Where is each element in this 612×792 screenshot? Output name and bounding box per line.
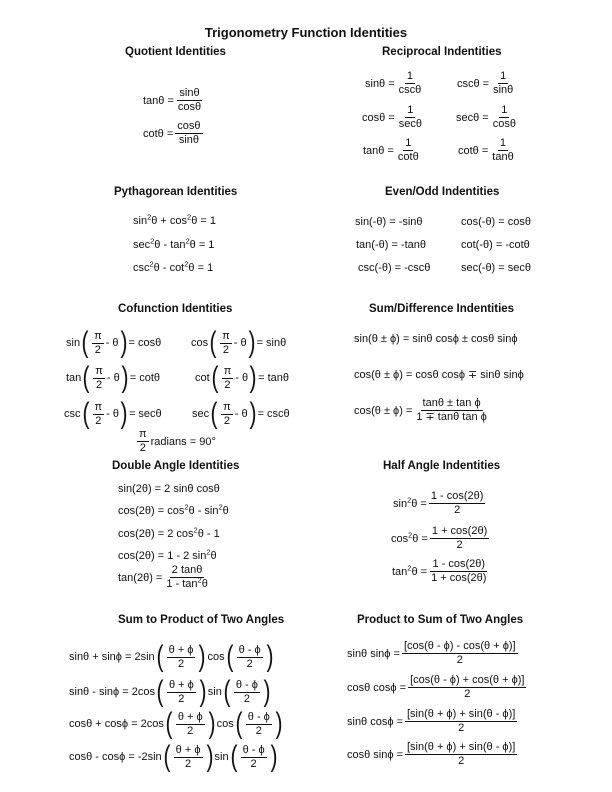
product-to-sum-row <box>347 708 519 735</box>
minus-theta: - θ <box>234 408 248 420</box>
numerator: θ - ϕ <box>242 743 265 756</box>
fraction <box>405 741 517 768</box>
numerator: 1 <box>407 104 414 116</box>
heading-evenodd: Even/Odd Indentities <box>385 186 500 198</box>
minus-theta: - θ <box>106 408 119 420</box>
left-paren: ( <box>223 675 231 708</box>
function-name: csc <box>64 408 81 420</box>
right-paren: ) <box>266 640 274 673</box>
heading-double: Double Angle Identities <box>112 460 240 472</box>
numerator: π <box>94 400 103 413</box>
numerator: π <box>223 364 232 377</box>
cofunction-item <box>195 363 289 393</box>
denominator: 2 <box>255 724 262 737</box>
numerator: tanθ ± tan ϕ <box>422 397 481 409</box>
text: θ - sin <box>188 505 219 517</box>
text: sec <box>133 239 151 251</box>
evenodd-csc: csc(-θ) = -cscθ <box>358 262 431 274</box>
denominator: 2 <box>246 657 253 670</box>
double-1: sin(2θ) = 2 sinθ cosθ <box>118 483 220 495</box>
lhs: cosθ + cosϕ = 2cos <box>69 718 164 730</box>
denominator: secθ <box>398 118 422 130</box>
lhs: sinθ - sinϕ = 2cos <box>69 686 155 698</box>
exponent: 2 <box>149 259 154 269</box>
fraction <box>491 104 518 131</box>
heading-sumprod: Sum to Product of Two Angles <box>118 614 285 626</box>
product-to-sum-row <box>347 674 528 701</box>
parenthesized-argument <box>222 677 272 707</box>
lhs: cosθ cosϕ = <box>347 681 407 694</box>
page-title: Trigonometry Function Identities <box>204 25 408 40</box>
parenthesized-argument <box>210 363 258 393</box>
result: = cotθ <box>129 372 161 384</box>
text: tan <box>392 565 408 578</box>
quotient-cot <box>143 120 205 147</box>
right-paren: ) <box>270 740 278 773</box>
function-name: sin <box>207 686 222 698</box>
fraction <box>414 397 488 424</box>
parenthesized-argument <box>225 642 275 672</box>
denominator: 2 <box>95 414 102 427</box>
function-name: cot <box>195 372 210 384</box>
result: = sinθ <box>256 337 287 349</box>
parenthesized-argument <box>155 642 208 672</box>
fraction <box>176 711 205 738</box>
heading-pythagorean: Pythagorean Identities <box>114 186 238 198</box>
fraction <box>491 70 515 97</box>
lhs: cos(θ ± ϕ) = <box>354 404 413 417</box>
lhs <box>393 494 427 511</box>
parenthesized-argument <box>162 742 215 772</box>
pythagorean-1 <box>133 214 216 228</box>
denominator: 2 <box>94 343 101 356</box>
result: = cosθ <box>128 337 162 349</box>
text: θ - 1 <box>197 528 220 540</box>
heading-reciprocal: Reciprocal Indentities <box>382 46 502 58</box>
reciprocal-sec <box>456 104 520 131</box>
quotient-tan-lhs: tanθ = <box>143 94 174 107</box>
right-paren: ) <box>263 675 271 708</box>
left-paren: ( <box>165 707 173 740</box>
numerator: π <box>94 329 102 342</box>
left-paren: ( <box>209 326 217 359</box>
numerator: 1 <box>500 70 507 82</box>
text: 1 - tan <box>166 578 198 590</box>
reciprocal-cot <box>458 137 518 164</box>
fraction <box>241 744 267 771</box>
heading-sumdiff: Sum/Difference Indentities <box>369 303 515 315</box>
pythagorean-3 <box>133 261 213 275</box>
quotient-cot-lhs: cotθ = <box>143 127 174 140</box>
text: θ = 1 <box>188 262 214 274</box>
fraction <box>396 137 421 164</box>
right-paren: ) <box>199 675 207 708</box>
text: sin <box>393 497 408 510</box>
note-text: radians = 90° <box>150 435 216 448</box>
function-name: tan <box>66 372 82 384</box>
exponent: 2 <box>150 236 155 246</box>
minus-theta: - θ <box>235 372 249 384</box>
numerator: θ + ϕ <box>168 678 194 691</box>
result: = secθ <box>128 408 162 420</box>
function-name: sin <box>214 751 229 763</box>
fraction <box>402 640 518 667</box>
text: θ = <box>412 532 428 545</box>
denominator: 2 <box>243 692 250 705</box>
numerator: θ - ϕ <box>235 678 258 691</box>
evenodd-sec: sec(-θ) = secθ <box>461 262 531 274</box>
text: θ <box>201 578 208 590</box>
heading-half: Half Angle Indentities <box>383 460 501 472</box>
denominator: 1 ∓ tanθ tan ϕ <box>416 411 487 423</box>
lhs: cosθ = <box>362 111 395 124</box>
reciprocal-csc <box>457 70 517 97</box>
fraction <box>222 365 234 392</box>
minus-theta: - θ <box>106 372 120 384</box>
denominator: 2 <box>222 343 229 356</box>
denominator: 2 <box>458 722 465 734</box>
numerator: 1 <box>501 104 508 116</box>
numerator: cosθ <box>177 120 201 132</box>
double-3 <box>118 527 220 541</box>
exponent: 2 <box>206 547 211 557</box>
text: θ <box>210 550 217 562</box>
left-paren: ( <box>211 361 219 394</box>
cofunction-item <box>64 399 162 429</box>
numerator: θ - ϕ <box>247 710 270 723</box>
text: θ + cos <box>151 215 188 227</box>
denominator: tanθ <box>492 151 514 163</box>
fraction <box>93 365 105 392</box>
heading-quotient: Quotient Identities <box>125 46 226 58</box>
fraction <box>92 330 104 357</box>
double-2 <box>118 504 229 518</box>
denominator: cotθ <box>397 151 419 163</box>
product-to-sum-row <box>347 741 519 768</box>
numerator: 1 - cos(2θ) <box>430 490 484 502</box>
minus-theta: - θ <box>105 337 119 349</box>
right-paren: ) <box>120 326 127 359</box>
pythagorean-2 <box>133 238 214 252</box>
numerator: sinθ <box>179 87 200 99</box>
lhs: cosθ sinϕ = <box>347 748 403 761</box>
lhs: sinθ sinϕ = <box>347 647 400 660</box>
right-paren: ) <box>275 707 283 740</box>
result: = tanθ <box>258 372 290 384</box>
denominator: 2 <box>456 539 463 551</box>
double-4 <box>118 549 217 563</box>
denominator: 2 <box>96 378 103 391</box>
left-paren: ( <box>82 397 89 430</box>
left-paren: ( <box>156 675 164 708</box>
fraction <box>405 708 517 735</box>
numerator: π <box>95 364 103 377</box>
exponent: 2 <box>407 562 412 572</box>
denominator: 2 <box>187 724 194 737</box>
left-paren: ( <box>82 361 90 394</box>
numerator: 1 - cos(2θ) <box>432 558 486 570</box>
text: θ - cot <box>153 262 185 274</box>
parenthesized-argument <box>80 328 128 358</box>
fraction <box>430 525 489 552</box>
right-paren: ) <box>120 397 128 430</box>
parenthesized-argument <box>81 399 129 429</box>
exponent: 2 <box>407 494 412 504</box>
parenthesized-argument <box>81 363 129 393</box>
left-paren: ( <box>81 326 89 359</box>
reciprocal-sin <box>365 70 425 97</box>
denominator: 2 <box>223 414 230 427</box>
text: θ = 1 <box>189 239 215 251</box>
quotient-tan <box>143 87 205 114</box>
fraction <box>174 744 203 771</box>
function-name: cos <box>207 651 225 663</box>
numerator: θ + ϕ <box>177 710 203 723</box>
numerator: θ - ϕ <box>238 643 261 656</box>
evenodd-cot: cot(-θ) = -cotθ <box>461 239 530 251</box>
lhs: sinθ + sinϕ = 2sin <box>69 651 155 663</box>
fraction <box>397 104 424 131</box>
function-name: cos <box>191 337 209 349</box>
sum-to-product-row <box>69 677 272 707</box>
denominator <box>164 575 209 591</box>
lhs: cotθ = <box>458 144 489 157</box>
numerator: 2 tanθ <box>171 564 203 576</box>
sum-to-product-row <box>69 709 284 739</box>
parenthesized-argument <box>229 742 279 772</box>
cofunction-item <box>192 399 290 429</box>
numerator: 1 + cos(2θ) <box>431 525 488 537</box>
denominator: cscθ <box>398 84 422 96</box>
reciprocal-cos <box>362 104 426 131</box>
numerator: θ + ϕ <box>168 643 194 656</box>
half-2 <box>391 525 491 552</box>
denominator: 2 <box>178 692 185 705</box>
parenthesized-argument <box>164 709 217 739</box>
denominator: 1 + cos(2θ) <box>431 572 487 584</box>
numerator: [sin(θ + ϕ) + sin(θ - ϕ)] <box>407 708 516 720</box>
fraction <box>397 70 424 97</box>
lhs <box>392 562 428 579</box>
half-1 <box>393 490 487 517</box>
lhs: cosθ - cosϕ = -2sin <box>69 751 162 763</box>
function-name: sin <box>66 337 81 349</box>
denominator: 2 <box>458 755 465 767</box>
denominator: cosθ <box>177 101 202 113</box>
text: θ = <box>411 497 427 510</box>
denominator: sinθ <box>493 84 514 96</box>
exponent: 2 <box>218 502 223 512</box>
right-paren: ) <box>249 397 257 430</box>
exponent: 2 <box>408 529 413 539</box>
lhs: sinθ cosϕ = <box>347 715 403 728</box>
numerator: 1 <box>406 70 414 82</box>
text: cos(2θ) = 2 cos <box>118 528 194 540</box>
numerator: θ + ϕ <box>175 743 201 756</box>
denominator: 2 <box>250 757 257 770</box>
function-name: cos <box>216 718 234 730</box>
numerator: [cos(θ - ϕ) - cos(θ + ϕ)] <box>403 640 516 652</box>
left-paren: ( <box>230 740 238 773</box>
sum-to-product-row <box>69 642 275 672</box>
left-paren: ( <box>235 707 243 740</box>
numerator: π <box>223 400 231 413</box>
text: csc <box>133 262 150 274</box>
function-name: sec <box>192 408 210 420</box>
fraction <box>164 564 209 591</box>
text: θ = 1 <box>191 215 216 227</box>
numerator: 1 <box>499 137 507 149</box>
fraction <box>490 137 515 164</box>
left-paren: ( <box>210 397 218 430</box>
numerator: [sin(θ + ϕ) + sin(θ - ϕ)] <box>407 741 516 753</box>
result: = cscθ <box>257 408 290 420</box>
evenodd-tan: tan(-θ) = -tanθ <box>356 239 427 251</box>
denominator: cosθ <box>492 118 516 130</box>
double-5 <box>118 564 212 591</box>
denominator: 2 <box>224 378 231 391</box>
text: θ = <box>411 565 428 578</box>
text: θ - tan <box>154 239 186 251</box>
numerator: π <box>222 329 230 342</box>
lhs: secθ = <box>456 111 489 124</box>
right-paren: ) <box>206 740 213 773</box>
fraction <box>221 401 233 428</box>
fraction <box>176 87 203 114</box>
fraction <box>220 330 232 357</box>
fraction <box>234 679 260 706</box>
text: cos <box>391 532 409 545</box>
denominator: 2 <box>139 442 146 454</box>
text: cos(2θ) = 1 - 2 sin <box>118 550 207 562</box>
parenthesized-argument <box>209 399 257 429</box>
parenthesized-argument <box>208 328 256 358</box>
right-paren: ) <box>249 361 257 394</box>
minus-theta: - θ <box>233 337 247 349</box>
numerator: π <box>139 428 147 440</box>
cofunction-note <box>135 428 216 455</box>
text: θ <box>222 505 229 517</box>
exponent: 2 <box>197 575 202 585</box>
left-paren: ( <box>226 640 234 673</box>
lhs: tan(2θ) = <box>118 571 163 584</box>
lhs: sinθ = <box>365 77 395 90</box>
parenthesized-argument <box>155 677 208 707</box>
denominator: 2 <box>185 757 192 770</box>
denominator: 2 <box>456 654 463 666</box>
denominator: 2 <box>464 688 471 700</box>
cofunction-item <box>191 328 286 358</box>
product-to-sum-row <box>347 640 520 667</box>
right-paren: ) <box>198 640 206 673</box>
lhs <box>391 529 428 546</box>
text: cos(2θ) = cos <box>118 505 185 517</box>
exponent: 2 <box>147 212 152 222</box>
fraction <box>175 120 202 147</box>
reciprocal-tan <box>363 137 423 164</box>
heading-cofunction: Cofunction Identities <box>118 303 233 315</box>
right-paren: ) <box>121 361 129 394</box>
sumdiff-cos: cos(θ ± ϕ) = cosθ cosϕ ∓ sinθ sinϕ <box>354 369 524 381</box>
fraction <box>237 644 263 671</box>
fraction <box>408 674 526 701</box>
sum-to-product-row <box>69 742 279 772</box>
denominator: sinθ <box>178 134 199 146</box>
fraction <box>93 401 105 428</box>
lhs: cscθ = <box>457 77 490 90</box>
numerator: 1 <box>405 137 412 149</box>
fraction <box>137 428 149 455</box>
exponent: 2 <box>193 525 198 535</box>
right-paren: ) <box>208 707 216 740</box>
fraction <box>246 711 272 738</box>
exponent: 2 <box>187 212 192 222</box>
exponent: 2 <box>184 259 189 269</box>
sumdiff-tan <box>354 397 491 424</box>
denominator: 2 <box>178 657 185 670</box>
lhs: tanθ = <box>363 144 394 157</box>
fraction <box>167 644 196 671</box>
denominator: 2 <box>454 504 461 516</box>
fraction <box>429 558 488 585</box>
numerator: [cos(θ - ϕ) + cos(θ + ϕ)] <box>410 674 525 686</box>
cofunction-item <box>66 363 160 393</box>
half-3 <box>392 558 490 585</box>
parenthesized-argument <box>234 709 284 739</box>
text: sin <box>133 215 148 227</box>
cofunction-item <box>66 328 161 358</box>
left-paren: ( <box>163 740 171 773</box>
left-paren: ( <box>156 640 164 673</box>
evenodd-cos: cos(-θ) = cosθ <box>461 216 531 228</box>
evenodd-sin: sin(-θ) = -sinθ <box>355 216 423 228</box>
fraction <box>429 490 486 517</box>
sumdiff-sin: sin(θ ± ϕ) = sinθ cosϕ ± cosθ sinϕ <box>354 333 518 345</box>
right-paren: ) <box>248 326 256 359</box>
fraction <box>167 679 196 706</box>
exponent: 2 <box>184 502 189 512</box>
heading-prodsum: Product to Sum of Two Angles <box>357 614 524 626</box>
exponent: 2 <box>185 236 190 246</box>
